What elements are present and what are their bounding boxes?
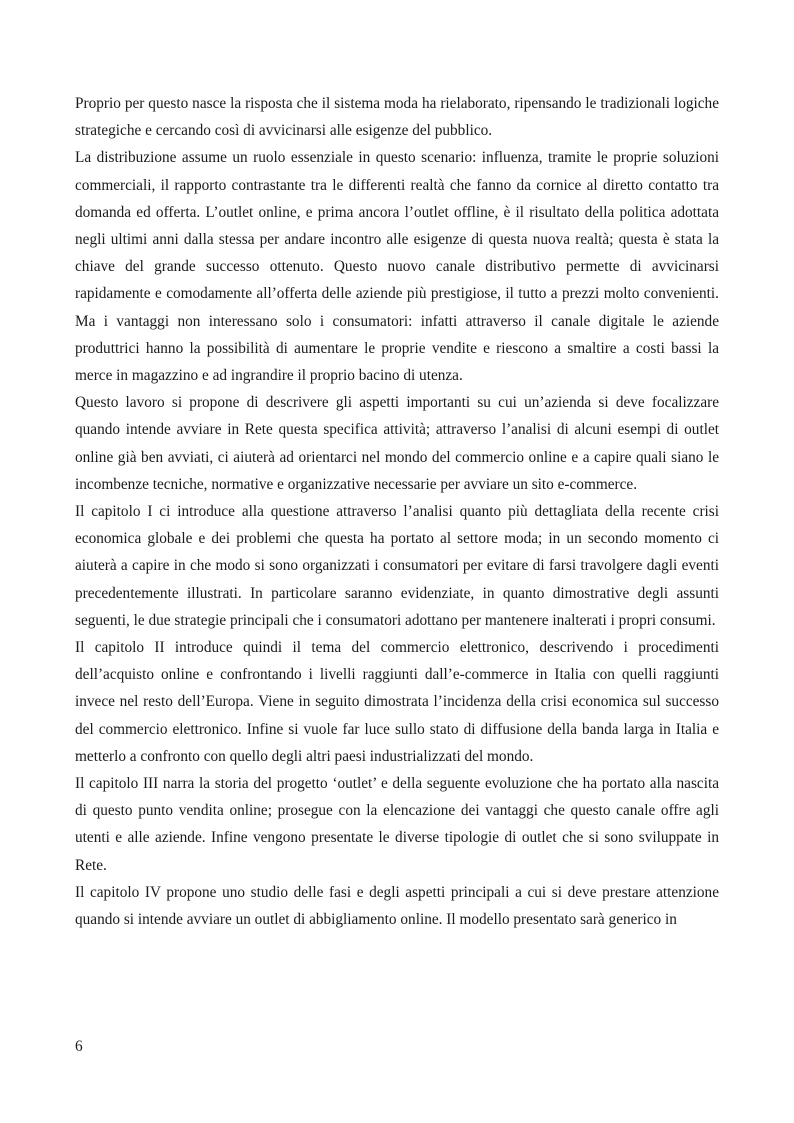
- page-number: 6: [75, 1038, 83, 1055]
- paragraph-6: Il capitolo III narra la storia del progetto ‘outlet’ e della seguente evoluzione che ha portato alla nascita di questo punto vendita online; prosegue con la elencazione dei vantaggi che questo canale offre agli utenti e alle aziende. Infine vengono presentate le diverse tipologie di outlet che si sono sviluppate in Rete.: [75, 775, 719, 874]
- body-text: [75, 90, 719, 933]
- paragraph-5: Il capitolo II introduce quindi il tema del commercio elettronico, descrivendo i procedimenti dell’acquisto online e confrontando i livelli raggiunti dall’e-commerce in Italia con quelli raggiunti invece nel resto dell’Europa. Viene in seguito dimostrata l’incidenza della crisi economica sul successo del commercio elettronico. Infine si vuole far luce sullo stato di diffusione della banda larga in Italia e metterlo a confronto con quello degli altri paesi industrializzati del mondo.: [75, 639, 719, 765]
- paragraph-1: Proprio per questo nasce la risposta che il sistema moda ha rielaborato, ripensando le tradizionali logiche strategiche e cercando così di avvicinarsi alle esigenze del pubblico.: [75, 95, 719, 140]
- paragraph-7: Il capitolo IV propone uno studio delle fasi e degli aspetti principali a cui si deve prestare attenzione quando si intende avviare un outlet di abbigliamento online. Il modello presentato sarà generico in: [75, 883, 719, 929]
- paragraph-3: Questo lavoro si propone di descrivere gli aspetti importanti su cui un’azienda si deve focalizzare quando intende avviare in Rete questa specifica attività; attraverso l’analisi di alcuni esempi di outlet online già ben avviati, ci aiuterà ad orientarci nel mondo del commercio online e a capire quali siano le incombenze tecniche, normative e organizzative necessarie per avviare un sito e-commerce.: [75, 394, 719, 493]
- paragraph-4: Il capitolo I ci introduce alla questione attraverso l’analisi quanto più dettagliata della recente crisi economica globale e dei problemi che questa ha portato al settore moda; in un secondo momento ci aiuterà a capire in che modo si sono organizzati i consumatori per evitare di farsi travolgere dagli eventi precedentemente illustrati. In particolare saranno evidenziate, in quanto dimostrative degli assunti seguenti, le due strategie principali che i consumatori adottano per mantenere inalterati i propri consumi.: [75, 503, 719, 629]
- paragraph-2: La distribuzione assume un ruolo essenziale in questo scenario: influenza, tramite le proprie soluzioni commerciali, il rapporto contrastante tra le differenti realtà che fanno da cornice al diretto contatto tra domanda ed offerta. L’outlet online, e prima ancora l’outlet offline, è il risultato della politica adottata negli ultimi anni dalla stessa per andare incontro alle esigenze di questa nuova realtà; questa è stata la chiave del grande successo ottenuto. Questo nuovo canale distributivo permette di avvicinarsi rapidamente e comodamente all’offerta delle aziende più prestigiose, il tutto a prezzi molto convenienti. Ma i vantaggi non interessano solo i consumatori: infatti attraverso il canale digitale le aziende produttrici hanno la possibilità di aumentare le proprie vendite e riescono a smaltire a costi bassi la merce in magazzino e ad ingrandire il proprio bacino di utenza.: [75, 149, 719, 385]
